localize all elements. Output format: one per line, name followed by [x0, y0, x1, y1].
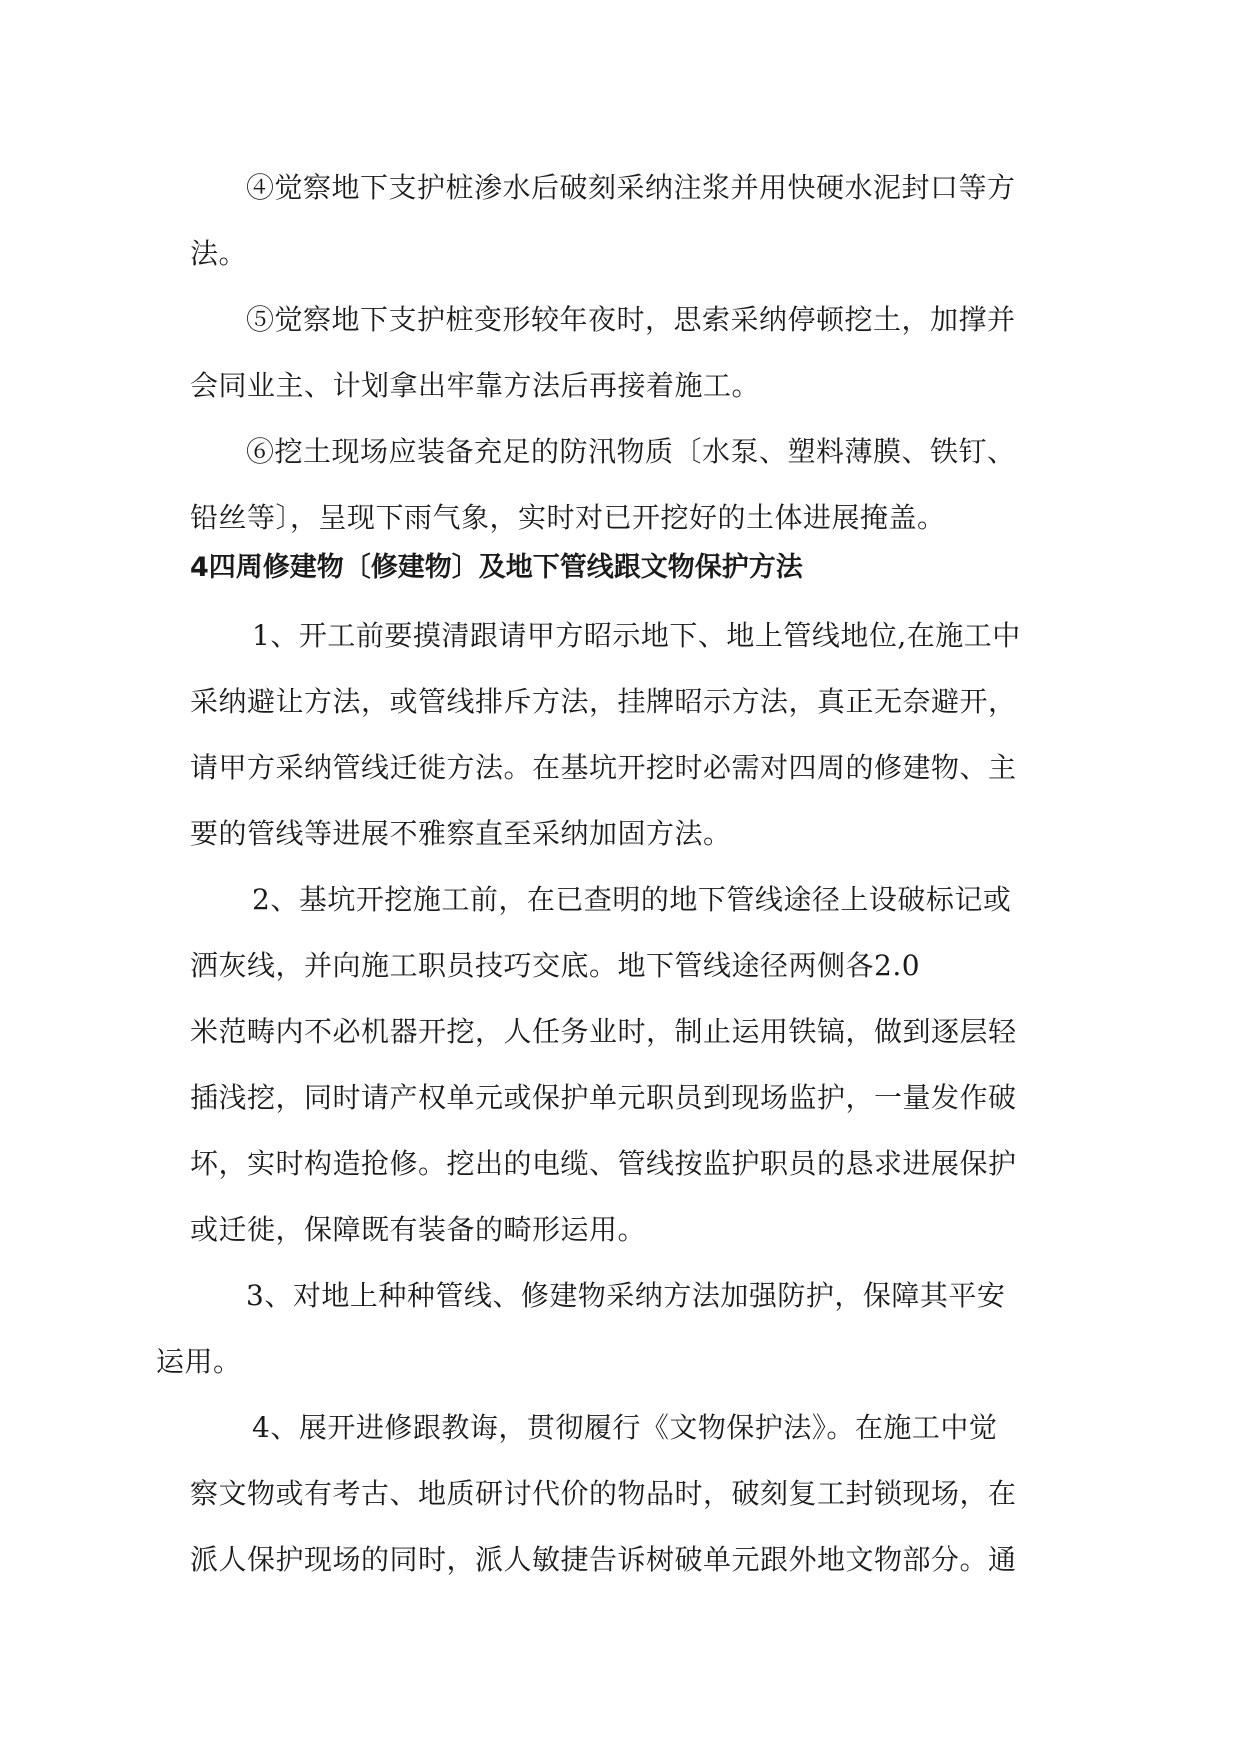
- text-line: 坏，实时构造抢修。挖出的电缆、管线按监护职员的恳求进展保护: [190, 1147, 1017, 1180]
- text-line: 米范畴内不必机器开挖，人任务业时，制止运用铁镐，做到逐层轻: [190, 1015, 1017, 1048]
- text-line: 洒灰线，并向施工职员技巧交底。地下管线途径两侧各2.0: [190, 949, 921, 982]
- text-line: ⑥挖土现场应装备充足的防汛物质〔水泵、塑料薄膜、铁钉、: [246, 435, 1016, 468]
- text-line: 运用。: [156, 1345, 242, 1378]
- text-line: 请甲方采纳管线迁徙方法。在基坑开挖时必需对四周的修建物、主: [190, 751, 1017, 784]
- text-line: 铅丝等〕，呈现下雨气象，实时对已开挖好的土体进展掩盖。: [190, 501, 946, 534]
- text-line: ④觉察地下支护桩渗水后破刻采纳注浆并用快硬水泥封口等方: [246, 171, 1016, 204]
- text-line: 4、展开进修跟教诲，贯彻履行《文物保护法》。在施工中觉: [252, 1411, 998, 1444]
- text-line: 2、基坑开挖施工前，在已查明的地下管线途径上设破标记或: [252, 883, 1012, 916]
- text-line: 采纳避让方法，或管线排斥方法，挂牌昭示方法，真正无奈避开，: [190, 685, 1017, 718]
- text-line: ⑤觉察地下支护桩变形较年夜时，思索采纳停顿挖土，加撑并: [246, 303, 1016, 336]
- text-line: 要的管线等进展不雅察直至采纳加固方法。: [190, 817, 732, 850]
- text-line: 派人保护现场的同时，派人敏捷告诉树破单元跟外地文物部分。通: [190, 1543, 1017, 1576]
- text-line: 插浅挖，同时请产权单元或保护单元职员到现场监护，一量发作破: [190, 1081, 1017, 1114]
- text-line: 1、开工前要摸清跟请甲方昭示地下、地上管线地位,在施工中: [252, 619, 1021, 652]
- text-line: 察文物或有考古、地质研讨代价的物品时，破刻复工封锁现场，在: [190, 1477, 1017, 1510]
- section-heading: 4四周修建物〔修建物〕及地下管线跟文物保护方法: [190, 552, 803, 583]
- text-line: 或迁徙，保障既有装备的畸形运用。: [190, 1213, 647, 1246]
- text-line: 3、对地上种种管线、修建物采纳方法加强防护，保障其平安: [246, 1279, 1006, 1312]
- text-line: 法。: [190, 237, 248, 270]
- text-line: 会同业主、计划拿出牢靠方法后再接着施工。: [190, 369, 761, 402]
